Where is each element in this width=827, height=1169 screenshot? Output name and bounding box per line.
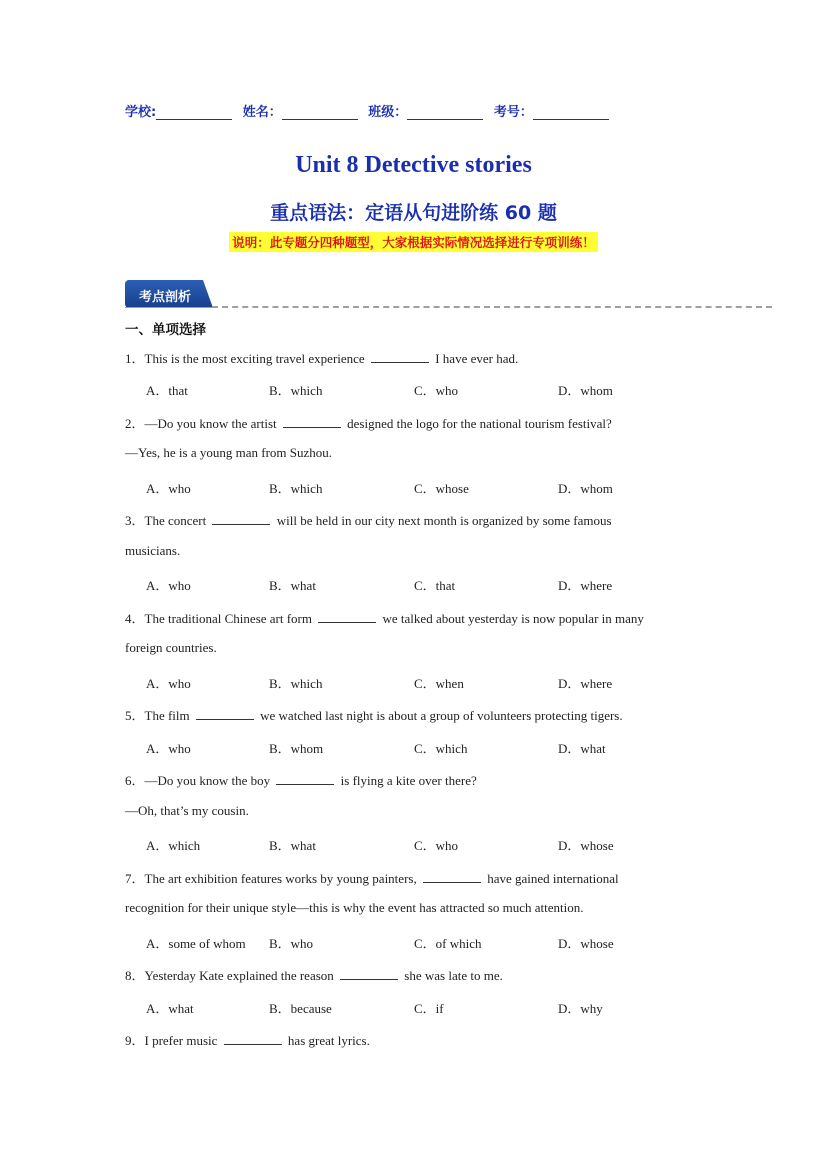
question-7-option-d[interactable]: D．whose [558,936,614,951]
tab-underline [125,307,215,308]
question-6-line-1: 6．—Do you know the boy is flying a kite over there? [125,773,477,788]
tab-label: 考点剖析 [139,290,192,305]
section-tab [125,280,213,308]
question-5-option-d[interactable]: D．what [558,741,606,756]
question-3-line-1: 3．The concert will be held in our city next month is organized by some famous [125,513,612,528]
answer-blank[interactable] [318,610,376,623]
question-2-line-1: 2．—Do you know the artist designed the logo for the national tourism festival? [125,416,612,431]
question-6-option-b[interactable]: B．what [269,838,316,853]
question-4-option-c[interactable]: C．when [414,676,464,691]
answer-blank[interactable] [224,1032,282,1045]
question-7-option-b[interactable]: B．who [269,936,314,951]
note-wrap [0,232,827,252]
question-9-line-1: 9．I prefer music has great lyrics. [125,1033,370,1048]
question-2-line-2: —Yes, he is a young man from Suzhou. [125,445,333,460]
section-title: 一、单项选择 [125,322,206,338]
question-3-option-a[interactable]: A．who [146,578,191,593]
id-field[interactable] [533,104,609,120]
question-2-option-a[interactable]: A．who [146,481,191,496]
answer-blank[interactable] [276,772,334,785]
answer-blank[interactable] [371,350,429,363]
question-8-option-a[interactable]: A．what [146,1001,194,1016]
question-8-line-1: 8．Yesterday Kate explained the reason she was late to me. [125,968,503,983]
question-3-option-c[interactable]: C．that [414,578,456,593]
answer-blank[interactable] [196,707,254,720]
instruction-note: 说明：此专题分四种题型，大家根据实际情况选择进行专项训练！ [229,232,598,252]
question-7-option-a[interactable]: A．some of whom [146,936,246,951]
school-label: 学校: [125,105,157,120]
answer-blank[interactable] [423,870,481,883]
question-6-option-a[interactable]: A．which [146,838,201,853]
question-1-option-a[interactable]: A．that [146,383,188,398]
question-7-option-c[interactable]: C．of which [414,936,482,951]
answer-blank[interactable] [283,415,341,428]
question-1-option-d[interactable]: D．whom [558,383,613,398]
question-2-option-c[interactable]: C．whose [414,481,469,496]
name-field[interactable] [282,104,358,120]
student-info-header [125,101,615,120]
question-8-option-b[interactable]: B．because [269,1001,332,1016]
question-4-option-a[interactable]: A．who [146,676,191,691]
question-3-line-2: musicians. [125,543,181,558]
class-field[interactable] [407,104,483,120]
question-4-line-2: foreign countries. [125,640,217,655]
answer-blank[interactable] [340,967,398,980]
question-6-line-2: —Oh, that’s my cousin. [125,803,249,818]
question-4-option-d[interactable]: D．where [558,676,613,691]
question-4-line-1: 4．The traditional Chinese art form we talked about yesterday is now popular in many [125,611,644,626]
school-field[interactable] [156,104,232,120]
dashed-divider [212,306,772,308]
id-label: 考号： [493,105,533,120]
question-7-line-2: recognition for their unique style—this is why the event has attracted so much attention. [125,900,584,915]
question-5-line-1: 5．The film we watched last night is about a group of volunteers protecting tigers. [125,708,623,723]
question-6-option-c[interactable]: C．who [414,838,459,853]
question-3-option-b[interactable]: B．what [269,578,316,593]
question-8-option-c[interactable]: C．if [414,1001,444,1016]
name-label: 姓名： [242,105,282,120]
question-8-option-d[interactable]: D．why [558,1001,603,1016]
class-label: 班级： [368,105,408,120]
question-4-option-b[interactable]: B．which [269,676,323,691]
page-title: Unit 8 Detective stories [295,152,532,178]
question-1-line-1: 1．This is the most exciting travel experience I have ever had. [125,351,519,366]
question-1-option-c[interactable]: C．who [414,383,459,398]
question-5-option-b[interactable]: B．whom [269,741,324,756]
answer-blank[interactable] [212,512,270,525]
question-1-option-b[interactable]: B．which [269,383,323,398]
page-subtitle: 重点语法：定语从句进阶练 60 题 [270,202,557,224]
question-5-option-c[interactable]: C．which [414,741,468,756]
question-2-option-b[interactable]: B．which [269,481,323,496]
question-3-option-d[interactable]: D．where [558,578,613,593]
question-5-option-a[interactable]: A．who [146,741,191,756]
question-6-option-d[interactable]: D．whose [558,838,614,853]
question-2-option-d[interactable]: D．whom [558,481,613,496]
question-7-line-1: 7．The art exhibition features works by young painters, have gained international [125,871,619,886]
